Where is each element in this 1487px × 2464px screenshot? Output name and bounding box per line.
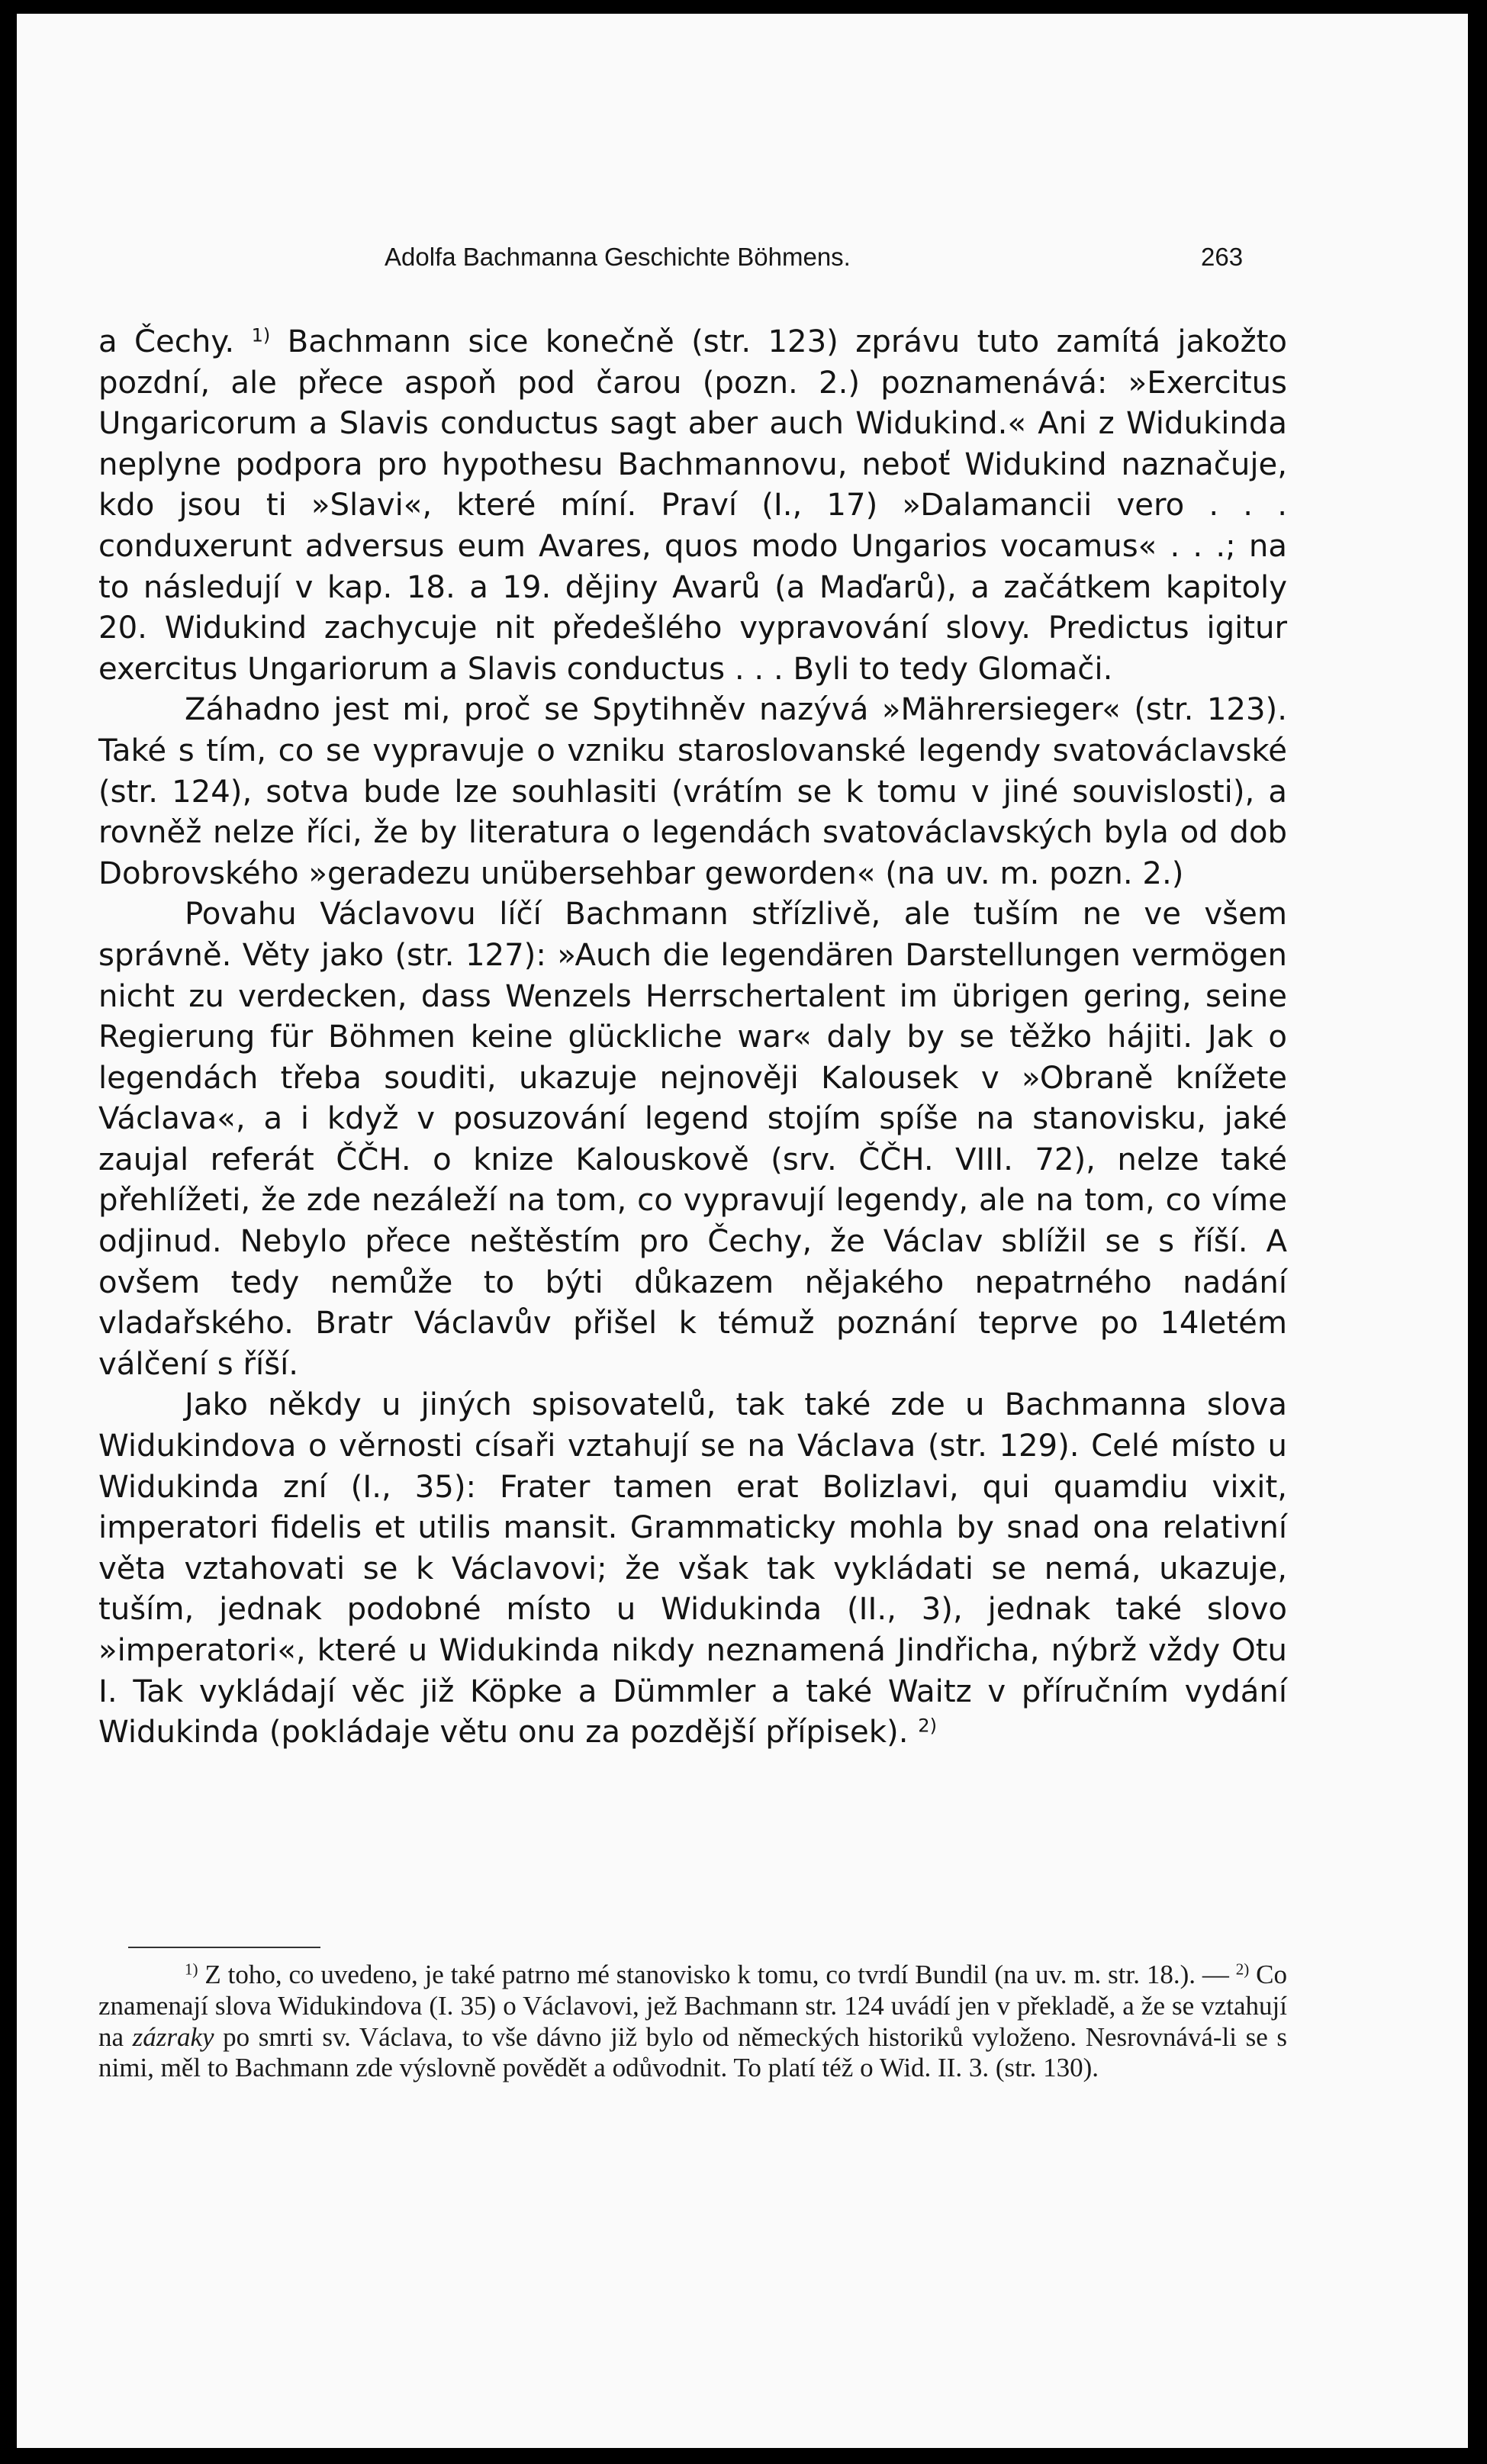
footnote (98, 1960, 1287, 2084)
paragraph (98, 690, 1287, 894)
running-title: Adolfa Bachmanna Geschichte Böhmens. (385, 243, 851, 271)
text-run: Z toho, co uvedeno, je také patrno mé stanovisko k tomu, co tvrdí Bundil (na uv. m. str. 18.). — (198, 1960, 1236, 1989)
paragraph (98, 894, 1287, 1385)
paragraph (98, 322, 1287, 690)
footnote-marker: 2) (1235, 1960, 1250, 1979)
book-page (17, 14, 1468, 2448)
footnotes (98, 1960, 1287, 2084)
text-run: Co znamenají slova Widukindova (I. 35) o Václavovi, jež Bachmann str. 124 uvádí jen v překladě, a že se vztahují na (98, 1960, 1287, 2052)
italic-text: zázraky (132, 2021, 214, 2052)
footnote-marker: 1) (251, 324, 271, 346)
page-number: 263 (1201, 243, 1244, 271)
text-run: po smrti sv. Václava, to vše dávno již bylo od německých historiků vyloženo. Nesrovnává-li se s nimi, měl to Bachmann zde výslovně povědět a odůvodnit. To platí též o Wid. II. 3. (str. 130). (98, 2021, 1287, 2083)
main-text (98, 322, 1287, 1754)
text-run: a Čechy. (98, 324, 252, 359)
text-run: Bachmann sice konečně (str. 123) zprávu tuto zamítá jakožto pozdní, ale přece aspoň pod čarou (pozn. 2.) poznamenává: »Exercitus Ungaricorum a Slavis conductus sagt aber auch Widukind.« Ani z Widukinda neplyne podpora pro hypothesu Bachmannovu, neboť Widukind naznačuje, kdo jsou ti »Slavi«, které míní. Praví (I., 17) »Dalamancii vero . . . conduxerunt adversus eum Avares, quos modo Ungarios vocamus« . . .; na to následují v kap. 18. a 19. dějiny Avarů (a Maďarů), a začátkem kapitoly 20. Widukind zachycuje nit předešlého vypravování slovy. Predictus igitur exercitus Ungariorum a Slavis conductus . . . Byli to tedy Glomači. (98, 324, 1287, 687)
text-run: Jako někdy u jiných spisovatelů, tak také zde u Bachmanna slova Widukindova o věrnosti císaři vztahují se na Václava (str. 129). Celé místo u Widukinda zní (I., 35): Frater tamen erat Bolizlavi, qui quamdiu vixit, imperatori fidelis et utilis mansit. Grammaticky mohla by snad ona relativní věta vztahovati se k Václavovi; že však tak vykládati se nemá, ukazuje, tuším, jednak podobné místo u Widukinda (II., 3), jednak také slovo »imperatori«, které u Widukinda nikdy neznamená Jindřicha, nýbrž vždy Otu I. Tak vykládají věc již Köpke a Dümmler a také Waitz v příručním vydání Widukinda (pokládaje větu onu za pozdější přípisek). (98, 1387, 1287, 1751)
text-run: Povahu Václavovu líčí Bachmann střízlivě, ale tuším ne ve všem správně. Věty jako (str. 127): »Auch die legendären Darstellungen vermögen nicht zu verdecken, dass Wenzels Herrschertalent im übrigen gering, seine Regierung für Böhmen keine glückliche war« daly by se těžko hájiti. Jak o legendách třeba souditi, ukazuje nejnověji Kalousek v »Obraně knížete Václava«, a i když v posuzování legend stojím spíše na stanovisku, jaké zaujal referát ČČH. o knize Kalouskově (srv. ČČH. VIII. 72), nelze také přehlížeti, že zde nezáleží na tom, co vypravují legendy, ale na tom, co víme odjinud. Nebylo přece neštěstím pro Čechy, že Václav sblížil se s říší. A ovšem tedy nemůže to býti důkazem nějakého nepatrného nadání vladařského. Bratr Václavův přišel k témuž poznání teprve po 14letém válčení s říší. (98, 897, 1287, 1382)
page-header (17, 243, 1468, 276)
footnote-marker: 1) (185, 1960, 198, 1979)
text-run: Záhadno jest mi, proč se Spytihněv nazývá »Mährersieger« (str. 123). Také s tím, co se vypravuje o vzniku staroslovanské legendy svatováclavské (str. 124), sotva bude lze souhlasiti (vrátím se k tomu v jiné souvislosti), a rovněž nelze říci, že by literatura o legendách svatováclavských byla od dob Dobrovského »geradezu unübersehbar geworden« (na uv. m. pozn. 2.) (98, 692, 1287, 891)
paragraph (98, 1385, 1287, 1753)
footnote-marker: 2) (918, 1715, 938, 1737)
footnote-divider (128, 1947, 320, 1948)
